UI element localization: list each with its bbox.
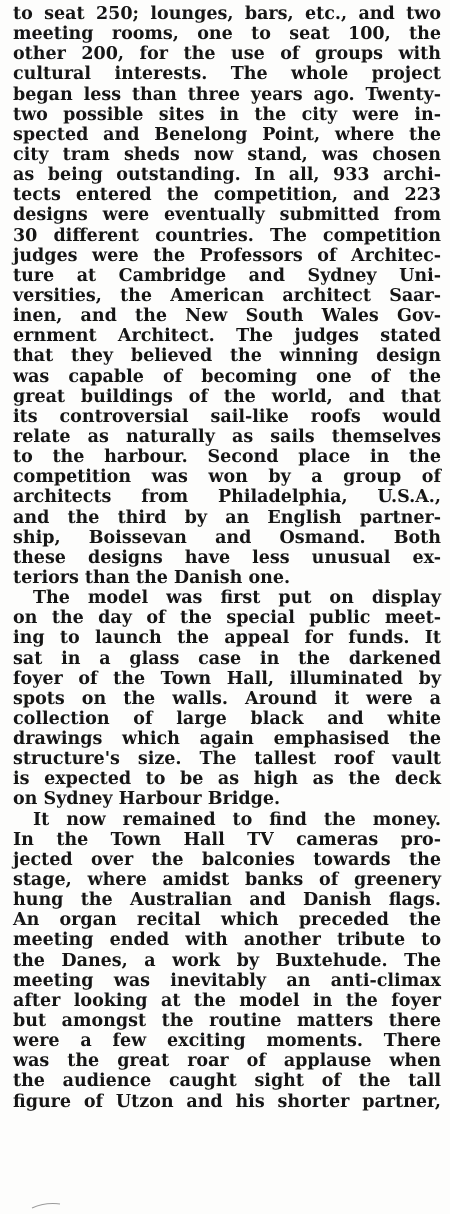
text-line: spected and Benelong Point, where the <box>13 124 441 145</box>
text-line: was the great roar of applause when <box>13 1051 441 1072</box>
text-line: these designs have less unusual ex- <box>13 547 441 568</box>
text-line: is expected to be as high as the deck <box>13 769 441 790</box>
text-line: figure of Utzon and his shorter partner, <box>13 1091 441 1112</box>
text-line: architects from Philadelphia, U.S.A., <box>13 487 441 508</box>
paragraph-3 <box>13 810 441 1112</box>
paragraph-2 <box>13 588 441 810</box>
text-line: as being outstanding. In all, 933 archi- <box>13 165 441 186</box>
text-line: ernment Architect. The judges stated <box>13 326 441 347</box>
text-line: 30 different countries. The competition <box>13 225 441 246</box>
article-column <box>13 4 441 1112</box>
text-line: its controversial sail-like roofs would <box>13 406 441 427</box>
text-line: It now remained to find the money. <box>33 809 441 830</box>
text-line: collection of large black and white <box>13 708 441 729</box>
text-line: structure's size. The tallest roof vault <box>13 749 441 770</box>
text-line: ture at Cambridge and Sydney Uni- <box>13 265 441 286</box>
text-line: was capable of becoming one of the <box>13 366 441 387</box>
text-line: competition was won by a group of <box>13 467 441 488</box>
text-line: sat in a glass case in the darkened <box>13 648 441 669</box>
text-line: teriors than the Danish one. <box>13 567 291 588</box>
text-line: designs were eventually submitted from <box>13 205 441 226</box>
text-line: In the Town Hall TV cameras pro- <box>13 829 441 850</box>
text-line: jected over the balconies towards the <box>13 849 441 870</box>
text-line: to the harbour. Second place in the <box>13 447 441 468</box>
text-line: meeting was inevitably an anti-climax <box>13 970 441 991</box>
text-line: cultural interests. The whole project <box>13 64 441 85</box>
text-line: but amongst the routine matters there <box>13 1011 441 1032</box>
text-line: and the third by an English partner- <box>13 507 441 528</box>
text-line: meeting ended with another tribute to <box>13 930 441 951</box>
text-line: drawings which again emphasised the <box>13 729 441 750</box>
text-line: hung the Australian and Danish flags. <box>13 890 441 911</box>
text-line: great buildings of the world, and that <box>13 386 441 407</box>
text-line: The model was first put on display <box>33 588 441 609</box>
text-line: the Danes, a work by Buxtehude. The <box>13 950 441 971</box>
text-line: that they believed the winning design <box>13 346 441 367</box>
text-line: other 200, for the use of groups with <box>13 44 441 65</box>
text-line: ing to launch the appeal for funds. It <box>13 628 441 649</box>
text-line: stage, where amidst banks of greenery <box>13 870 441 891</box>
text-line: the audience caught sight of the tall <box>13 1071 441 1092</box>
text-line: An organ recital which preceded the <box>13 910 441 931</box>
text-line: spots on the walls. Around it were a <box>13 688 441 709</box>
text-line: to seat 250; lounges, bars, etc., and two <box>13 4 441 24</box>
text-line: meeting rooms, one to seat 100, the <box>13 24 441 45</box>
text-line: on the day of the special public meet- <box>13 608 441 629</box>
text-line: inen, and the New South Wales Gov- <box>13 306 441 327</box>
scan-artifact-mark <box>30 1200 80 1210</box>
text-line: city tram sheds now stand, was chosen <box>13 144 441 165</box>
text-line: were a few exciting moments. There <box>13 1031 441 1052</box>
text-line: relate as naturally as sails themselves <box>13 426 441 447</box>
text-line: versities, the American architect Saar- <box>13 285 441 306</box>
text-line: after looking at the model in the foyer <box>13 990 441 1011</box>
text-line: ship, Boissevan and Osmand. Both <box>13 527 441 548</box>
paragraph-1 <box>13 4 441 588</box>
text-line: judges were the Professors of Architec- <box>13 245 441 266</box>
text-line: began less than three years ago. Twenty- <box>13 84 441 105</box>
text-line: two possible sites in the city were in- <box>13 104 441 125</box>
text-line: tects entered the competition, and 223 <box>13 185 441 206</box>
text-line: foyer of the Town Hall, illuminated by <box>13 668 441 689</box>
text-line: on Sydney Harbour Bridge. <box>13 789 281 810</box>
